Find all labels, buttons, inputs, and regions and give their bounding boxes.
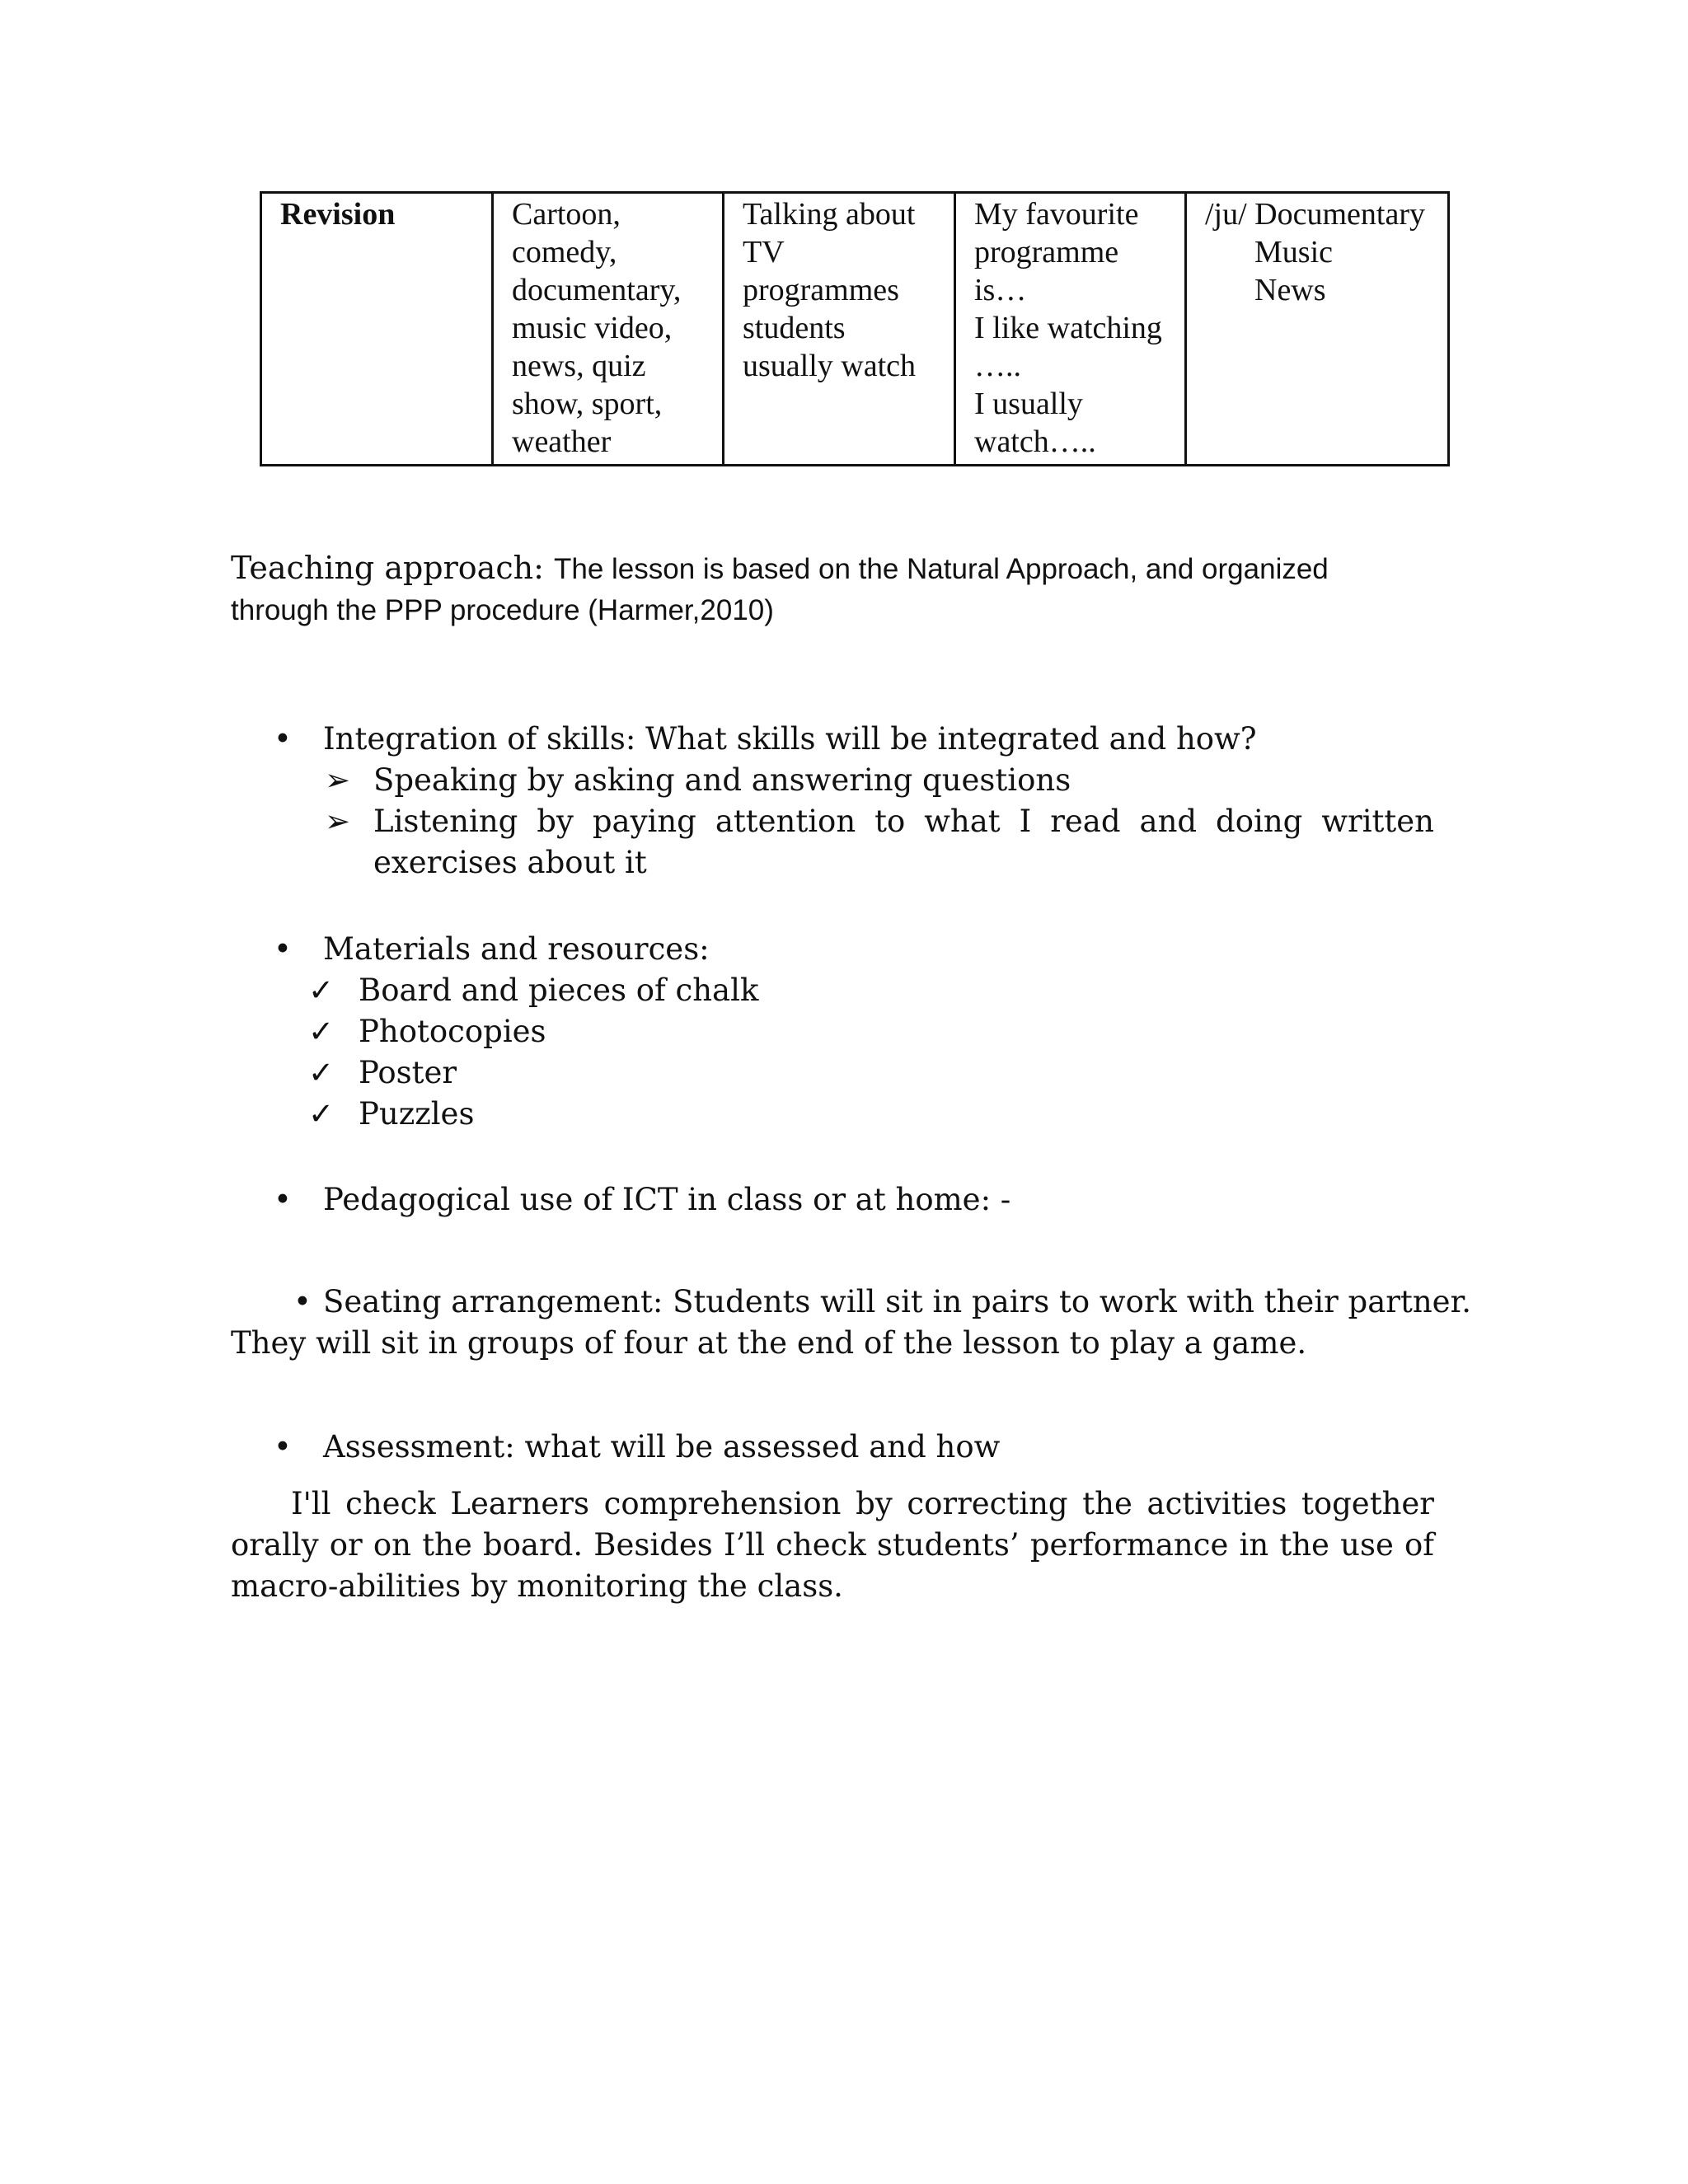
cell-line: My favourite — [974, 197, 1139, 232]
cell-line: Cartoon, — [512, 197, 621, 232]
cell-line: weather — [512, 424, 612, 459]
bullet-icon: • — [274, 931, 292, 967]
cell-line: I usually — [974, 387, 1083, 421]
integration-title: Integration of skills: What skills will be integrated and how? — [323, 721, 1257, 757]
cell-line: /ju/ Documentary — [1205, 197, 1425, 232]
bullet-icon: • — [274, 721, 292, 757]
cell-line: TV — [743, 235, 785, 269]
cell-structure — [955, 193, 1186, 466]
checkmark-icon: ✓ — [308, 1096, 335, 1132]
table-row — [261, 193, 1449, 466]
teaching-approach-text-2: through the PPP procedure (Harmer,2010) — [231, 594, 774, 626]
list-item: Listening by paying attention to what I read and doing written exercises about it — [373, 804, 1434, 880]
arrow-bullet-icon: ➢ — [325, 804, 351, 839]
checkmark-icon: ✓ — [308, 972, 335, 1008]
arrow-bullet-icon: ➢ — [325, 762, 351, 798]
cell-line: news, quiz — [512, 349, 646, 383]
ict-section — [231, 1179, 1434, 1221]
seating-section — [231, 1282, 1471, 1364]
cell-vocabulary — [493, 193, 724, 466]
checkmark-icon: ✓ — [308, 1014, 335, 1049]
teaching-approach-text: The lesson is based on the Natural Approach, and organized — [553, 553, 1329, 585]
cell-line: comedy, — [512, 235, 617, 269]
assessment-section — [231, 1427, 1434, 1468]
list-item: Poster — [359, 1055, 457, 1090]
materials-section — [231, 929, 1434, 1135]
cell-line: ….. — [974, 349, 1021, 383]
teaching-approach — [231, 547, 1434, 631]
cell-line: music video, — [512, 311, 673, 345]
cell-line: News — [1254, 273, 1326, 307]
bullet-icon: • — [293, 1284, 312, 1319]
revision-table — [260, 191, 1450, 466]
cell-line: documentary, — [512, 273, 682, 307]
cell-line: I like watching — [974, 311, 1162, 345]
ict-text: Pedagogical use of ICT in class or at home: - — [323, 1182, 1011, 1217]
cell-line: programmes — [743, 273, 899, 307]
assessment-paragraph: I'll check Learners comprehension by correcting the activities together orally or on the board. Besides I’ll check students’ performance in the use of macro-abilities by monitoring the class. — [231, 1486, 1434, 1604]
cell-line: Talking about — [743, 197, 916, 232]
cell-line: Revision — [280, 197, 396, 232]
list-item: Puzzles — [359, 1096, 475, 1132]
list-item: Board and pieces of chalk — [359, 972, 759, 1008]
teaching-approach-label: Teaching approach: — [231, 550, 544, 586]
cell-function — [724, 193, 955, 466]
cell-line: Music — [1254, 235, 1333, 269]
seating-text-2: They will sit in groups of four at the end of the lesson to play a game. — [231, 1325, 1307, 1361]
seating-text: Seating arrangement: Students will sit in pairs to work with their partner. — [323, 1284, 1471, 1319]
materials-title: Materials and resources: — [323, 931, 710, 967]
cell-pronunciation — [1186, 193, 1449, 466]
cell-line: show, sport, — [512, 387, 663, 421]
list-item: Speaking by asking and answering questions — [373, 762, 1071, 798]
cell-stage — [261, 193, 493, 466]
list-item: Photocopies — [359, 1014, 546, 1049]
cell-line: watch….. — [974, 424, 1096, 459]
cell-line: students — [743, 311, 846, 345]
assessment-title: Assessment: what will be assessed and how — [323, 1429, 1001, 1465]
checkmark-icon: ✓ — [308, 1055, 335, 1090]
cell-line: usually watch — [743, 349, 917, 383]
integration-section — [231, 719, 1434, 883]
bullet-icon: • — [274, 1429, 292, 1465]
bullet-icon: • — [274, 1182, 292, 1217]
cell-line: programme — [974, 235, 1119, 269]
cell-line: is… — [974, 273, 1027, 307]
